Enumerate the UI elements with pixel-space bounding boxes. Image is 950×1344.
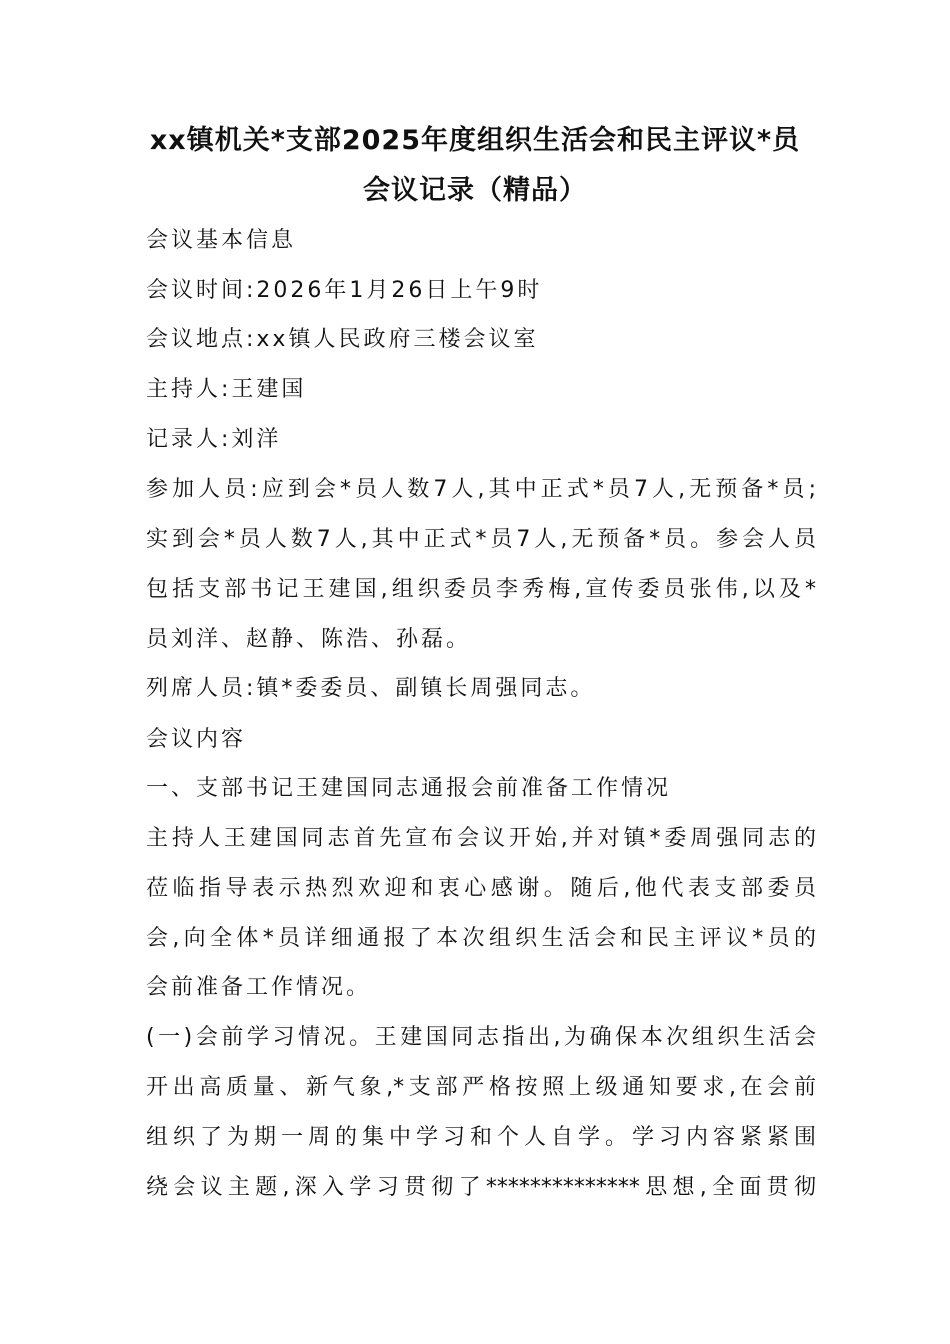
document-title-line-2: 会议记录（精品）: [363, 175, 587, 206]
body-line: 会前准备工作情况。: [146, 975, 372, 1000]
body-line: 莅临指导表示热烈欢迎和衷心感谢。随后,他代表支部委员: [146, 876, 816, 901]
body-line: 实到会*员人数7人,其中正式*员7人,无预备*员。参会人员: [146, 527, 816, 552]
document-title-line-1: xx镇机关*支部2025年度组织生活会和民主评议*员: [149, 125, 801, 156]
section-heading-basic-info: 会议基本信息: [146, 228, 297, 253]
attendees-observers: 列席人员:镇*委委员、副镇长周强同志。: [146, 676, 596, 701]
meeting-host: 主持人:王建国: [146, 377, 307, 402]
body-line: 员刘洋、赵静、陈浩、孙磊。: [146, 627, 472, 652]
meeting-recorder: 记录人:刘洋: [146, 427, 282, 452]
body-line: 主持人王建国同志首先宣布会议开始,并对镇*委周强同志的: [146, 826, 816, 851]
body-line: 会,向全体*员详细通报了本次组织生活会和民主评议*员的: [146, 926, 816, 951]
body-line: (一)会前学习情况。王建国同志指出,为确保本次组织生活会: [146, 1025, 816, 1050]
meeting-time: 会议时间:2026年1月26日上午9时: [146, 278, 543, 303]
body-line: 组织了为期一周的集中学习和个人自学。学习内容紧紧围: [146, 1125, 816, 1150]
body-line: 绕会议主题,深入学习贯彻了**************思想,全面贯彻: [146, 1175, 816, 1200]
meeting-location: 会议地点:xx镇人民政府三楼会议室: [146, 327, 539, 352]
body-line: 包括支部书记王建国,组织委员李秀梅,宣传委员张伟,以及*: [146, 577, 816, 602]
section-heading-part-1: 一、支部书记王建国同志通报会前准备工作情况: [146, 776, 672, 801]
section-heading-content: 会议内容: [146, 727, 247, 752]
body-line: 开出高质量、新气象,*支部严格按照上级通知要求,在会前: [146, 1075, 816, 1100]
body-line: 参加人员:应到会*员人数7人,其中正式*员7人,无预备*员;: [146, 477, 816, 502]
